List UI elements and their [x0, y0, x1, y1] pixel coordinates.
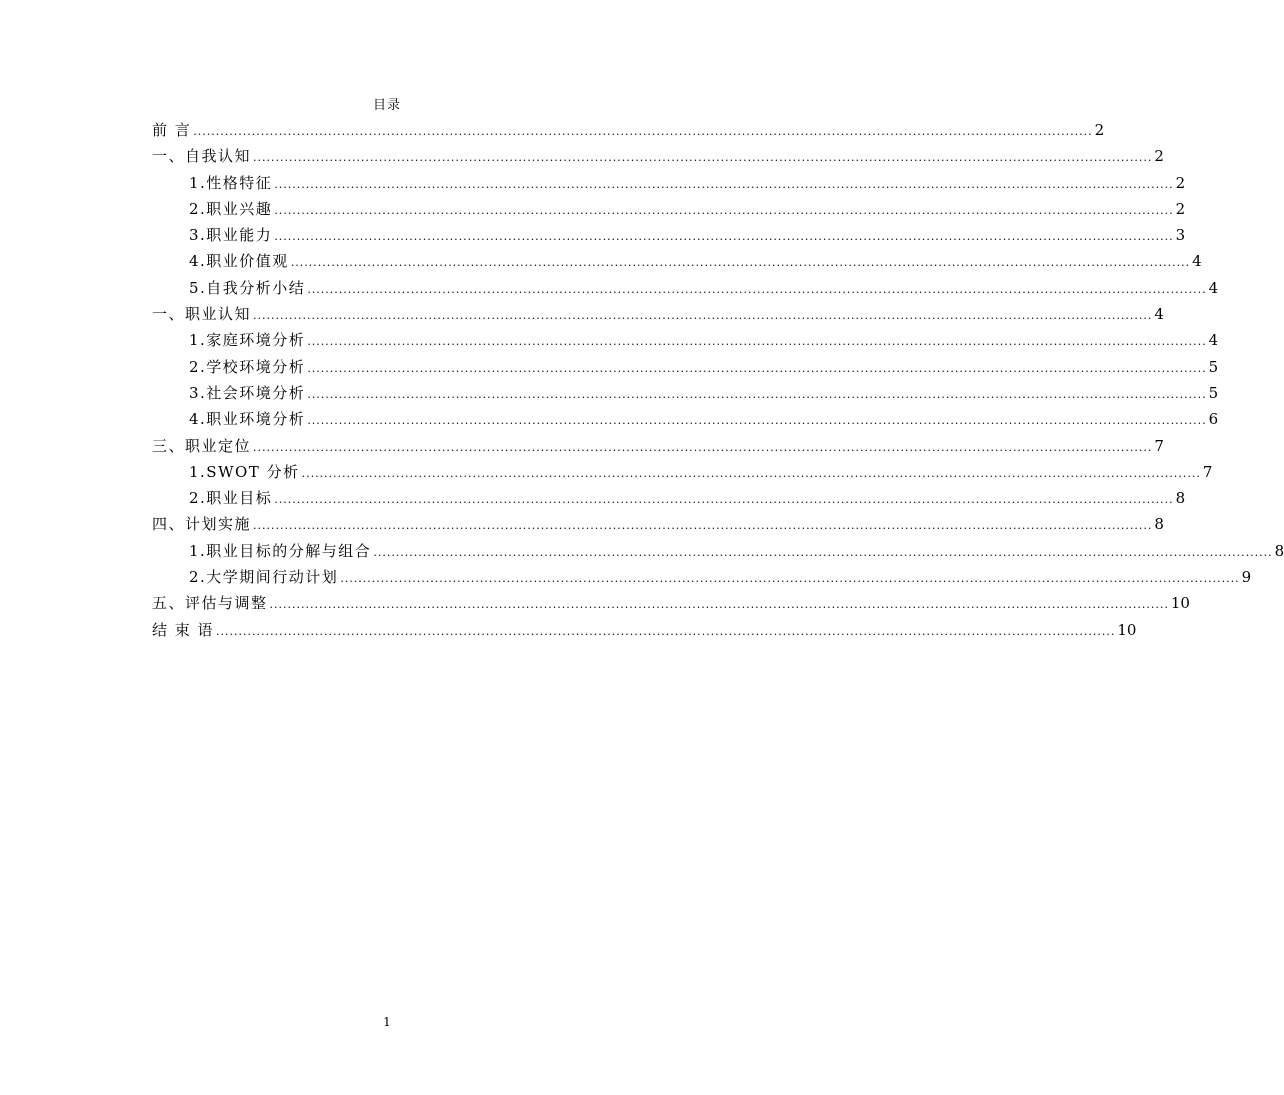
toc-entry[interactable] — [152, 301, 1164, 327]
toc-entry-page: 8 — [1154, 515, 1164, 534]
toc-entry-page: 4 — [1208, 278, 1219, 297]
toc-entry-label: 1.性格特征 — [189, 173, 273, 192]
toc-entry-label: 4.职业环境分析 — [189, 410, 306, 429]
toc-entry-label: 5.自我分析小结 — [189, 278, 306, 297]
toc-subentry[interactable] — [152, 485, 1186, 511]
table-of-contents — [152, 117, 1284, 643]
toc-subentry[interactable] — [152, 564, 1252, 590]
toc-entry-page: 2 — [1094, 121, 1105, 139]
toc-leader-dots: ........................................................................................................................................................................................................ — [307, 282, 1207, 296]
toc-entry-label: 五、评估与调整 — [152, 594, 268, 613]
toc-entry-label: 一、自我认知 — [152, 147, 252, 166]
toc-entry-page: 5 — [1208, 357, 1219, 376]
toc-subentry[interactable] — [152, 406, 1219, 432]
toc-entry-page: 7 — [1202, 462, 1213, 481]
toc-entry-label: 一、职业认知 — [152, 305, 252, 324]
toc-leader-dots: ........................................................................................................................................................................................................ — [307, 361, 1207, 375]
toc-entry-label: 3.职业能力 — [189, 226, 273, 245]
toc-leader-dots: ........................................................................................................................................................................................................ — [253, 519, 1153, 533]
toc-entry-page: 10 — [1170, 594, 1190, 613]
toc-entry-page: 4 — [1208, 331, 1219, 350]
toc-subentry[interactable] — [152, 248, 1202, 274]
toc-entry-label: 2.大学期间行动计划 — [189, 568, 339, 587]
page-number: 1 — [383, 1015, 391, 1029]
toc-entry-page: 8 — [1175, 489, 1186, 508]
toc-entry-label: 2.职业兴趣 — [189, 199, 273, 218]
toc-entry[interactable] — [152, 117, 1105, 143]
toc-leader-dots: ........................................................................................................................................................................................................ — [253, 309, 1153, 323]
toc-leader-dots: ........................................................................................................................................................................................................ — [307, 414, 1207, 428]
toc-entry[interactable] — [152, 433, 1164, 459]
toc-subentry[interactable] — [152, 380, 1219, 406]
toc-leader-dots: ........................................................................................................................................................................................................ — [290, 256, 1191, 270]
toc-leader-dots: ........................................................................................................................................................................................................ — [216, 624, 1116, 638]
toc-entry-label: 2.学校环境分析 — [189, 357, 306, 376]
toc-entry[interactable] — [152, 590, 1190, 616]
toc-entry-page: 2 — [1154, 147, 1164, 166]
toc-entry-page: 4 — [1192, 252, 1202, 271]
toc-leader-dots: ........................................................................................................................................................................................................ — [307, 387, 1207, 401]
toc-entry[interactable] — [152, 617, 1137, 643]
toc-leader-dots: ........................................................................................................................................................................................................ — [307, 335, 1207, 349]
toc-entry-page: 4 — [1154, 305, 1164, 324]
toc-subentry[interactable] — [152, 538, 1284, 564]
toc-subentry[interactable] — [152, 222, 1186, 248]
toc-entry-label: 结 束 语 — [152, 620, 215, 639]
toc-entry-label: 3.社会环境分析 — [189, 383, 306, 402]
toc-leader-dots: ........................................................................................................................................................................................................ — [274, 177, 1174, 191]
toc-entry-label: 前 言 — [152, 121, 192, 139]
toc-leader-dots: ........................................................................................................................................................................................................ — [373, 545, 1273, 559]
toc-subentry[interactable] — [152, 354, 1219, 380]
toc-entry-page: 3 — [1175, 226, 1186, 245]
toc-entry-page: 2 — [1175, 199, 1186, 218]
toc-subentry[interactable] — [152, 327, 1219, 353]
toc-entry-label: 1.家庭环境分析 — [189, 331, 306, 350]
toc-entry-page: 10 — [1117, 620, 1137, 639]
toc-title: 目录 — [372, 98, 401, 113]
toc-entry-page: 2 — [1175, 173, 1186, 192]
toc-leader-dots: ........................................................................................................................................................................................................ — [193, 125, 1093, 138]
toc-leader-dots: ........................................................................................................................................................................................................ — [269, 598, 1169, 612]
toc-leader-dots: ........................................................................................................................................................................................................ — [301, 466, 1201, 480]
toc-entry-page: 5 — [1208, 383, 1219, 402]
toc-leader-dots: ........................................................................................................................................................................................................ — [253, 440, 1153, 454]
toc-entry-label: 1.职业目标的分解与组合 — [189, 541, 372, 560]
toc-entry-label: 4.职业价值观 — [189, 252, 289, 271]
toc-subentry[interactable] — [152, 196, 1186, 222]
toc-subentry[interactable] — [152, 459, 1213, 485]
toc-leader-dots: ........................................................................................................................................................................................................ — [274, 203, 1174, 217]
toc-entry-label: 四、计划实施 — [152, 515, 252, 534]
toc-leader-dots: ........................................................................................................................................................................................................ — [340, 572, 1240, 586]
toc-subentry[interactable] — [152, 275, 1219, 301]
toc-leader-dots: ........................................................................................................................................................................................................ — [274, 493, 1174, 507]
toc-entry-page: 7 — [1154, 436, 1164, 455]
toc-leader-dots: ........................................................................................................................................................................................................ — [253, 151, 1153, 165]
toc-entry-label: 三、职业定位 — [152, 436, 252, 455]
toc-entry[interactable] — [152, 143, 1164, 169]
toc-entry-label: 1.SWOT 分析 — [189, 462, 300, 481]
toc-entry[interactable] — [152, 511, 1164, 537]
toc-entry-page: 9 — [1241, 568, 1252, 587]
toc-entry-page: 8 — [1274, 541, 1284, 560]
toc-entry-label: 2.职业目标 — [189, 489, 273, 508]
toc-leader-dots: ........................................................................................................................................................................................................ — [274, 230, 1174, 244]
toc-entry-page: 6 — [1208, 410, 1219, 429]
toc-subentry[interactable] — [152, 170, 1186, 196]
